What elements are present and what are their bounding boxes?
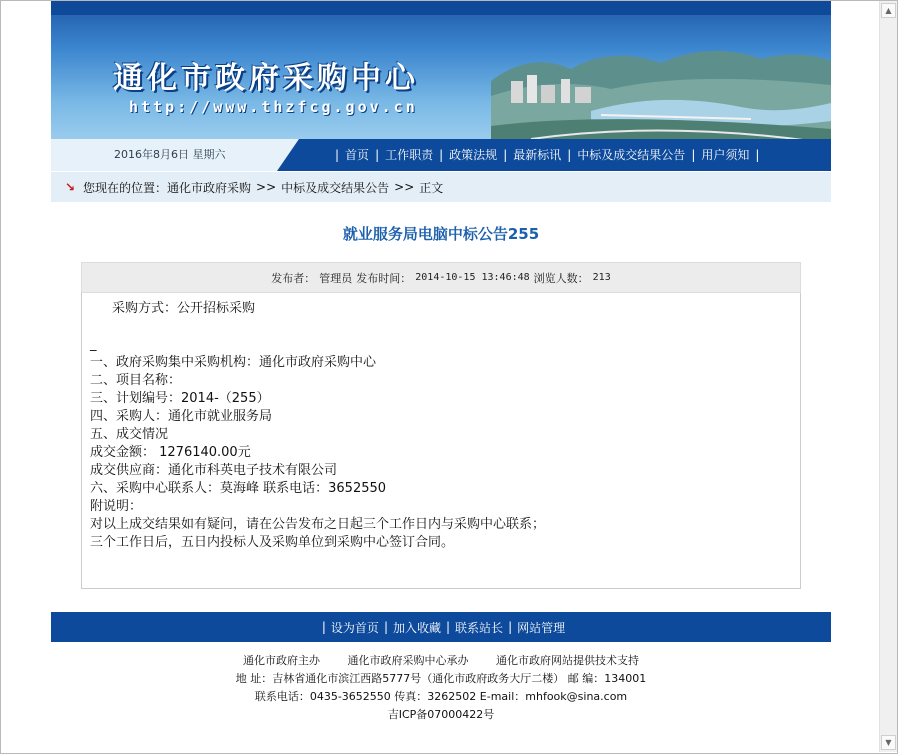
footer-contact: 联系电话：0435-3652550 传真：3262502 E-mail：mhfook@sina.com — [254, 690, 628, 703]
contact-webmaster-link[interactable]: 联系站长 — [455, 620, 504, 635]
footer-address: 地 址：吉林省通化市滨江西路5777号（通化市政府政务大厅二楼） 邮 编：134001 — [235, 672, 647, 685]
article-title: 就业服务局电脑中标公告255 — [342, 225, 540, 243]
publisher: 管理员 — [319, 271, 353, 285]
breadcrumb-item-body: 正文 — [419, 180, 444, 195]
body-line — [90, 318, 792, 336]
article-panel — [81, 262, 801, 589]
footer-links-bar: | 设为首页 | 加入收藏 | 联系站长 | 网站管理 — [51, 612, 831, 642]
views-label: 浏览人数： — [533, 271, 589, 285]
article-body — [81, 293, 801, 589]
publish-time: 2014-10-15 13:46:48 — [415, 272, 530, 283]
nav-duties[interactable]: 工作职责 — [385, 148, 434, 162]
body-line: 二、项目名称： — [90, 373, 182, 388]
footer-sponsors — [51, 652, 831, 670]
body-line: 附说明： — [90, 499, 143, 514]
body-line: 六、采购中心联系人：莫海峰 联系电话：3652550 — [90, 481, 387, 496]
breadcrumb-separator: >> — [394, 180, 415, 194]
site-banner — [51, 1, 831, 171]
breadcrumb-item-procurement[interactable]: 通化市政府采购 — [167, 180, 252, 195]
nav-home[interactable]: 首页 — [345, 148, 370, 162]
body-line: 采购方式：公开招标采购 — [112, 301, 256, 316]
nav-user-guide[interactable]: 用户须知 — [701, 148, 750, 162]
current-date: 2016年8月6日 星期六 — [114, 148, 226, 161]
footer-info — [51, 652, 831, 724]
sponsor-tech-support: 通化市政府网站提供技术支持 — [496, 654, 639, 667]
publisher-label: 发布者： — [271, 271, 316, 285]
scroll-down-arrow-icon[interactable]: ▼ — [881, 735, 896, 750]
breadcrumb — [51, 172, 831, 202]
body-line: 三、计划编号：2014-（255） — [90, 391, 270, 406]
vertical-scrollbar[interactable] — [879, 1, 897, 752]
scroll-up-arrow-icon[interactable]: ▲ — [881, 3, 896, 18]
city-landscape-image — [491, 41, 831, 151]
arrow-down-right-icon: ↘ — [65, 180, 76, 194]
add-favorite-link[interactable]: 加入收藏 — [392, 620, 441, 635]
set-homepage-link[interactable]: 设为首页 — [330, 620, 379, 635]
body-line: 成交金额： 1276140.00元 — [90, 445, 251, 460]
body-line: 成交供应商：通化市科英电子技术有限公司 — [90, 463, 338, 478]
nav-award-results[interactable]: 中标及成交结果公告 — [577, 148, 686, 162]
publish-time-label: 发布时间： — [356, 271, 412, 285]
view-count: 213 — [592, 272, 611, 283]
body-line: 五、成交情况 — [90, 427, 169, 442]
site-title: 通化市政府采购中心 — [113, 61, 419, 96]
article-meta — [81, 262, 801, 293]
sponsor-host: 通化市政府主办 — [243, 654, 320, 667]
body-line: 四、采购人：通化市就业服务局 — [90, 409, 273, 424]
site-url: http://www.thzfcg.gov.cn — [129, 98, 418, 116]
page-container — [51, 1, 831, 550]
banner-top-strip — [51, 1, 831, 15]
footer-icp: 吉ICP备07000422号 — [387, 708, 495, 721]
site-admin-link[interactable]: 网站管理 — [517, 620, 566, 635]
breadcrumb-prefix: 您现在的位置： — [83, 180, 168, 195]
nav-policies[interactable]: 政策法规 — [449, 148, 498, 162]
breadcrumb-separator: >> — [256, 180, 277, 194]
body-line: 对以上成交结果如有疑问，请在公告发布之日起三个工作日内与采购中心联系； — [90, 517, 546, 532]
sponsor-organizer: 通化市政府采购中心承办 — [347, 654, 469, 667]
nav-latest-bids[interactable]: 最新标讯 — [513, 148, 562, 162]
breadcrumb-item-results[interactable]: 中标及成交结果公告 — [281, 180, 390, 195]
body-line: 三个工作日后，五日内投标人及采购单位到采购中心签订合同。 — [90, 535, 455, 550]
body-line: _ — [90, 337, 97, 352]
main-menu: | 首页 | 工作职责 | 政策法规 | 最新标讯 | 中标及成交结果公告 | 用户须知 | — [335, 147, 760, 162]
body-line: 一、政府采购集中采购机构：通化市政府采购中心 — [90, 355, 377, 370]
